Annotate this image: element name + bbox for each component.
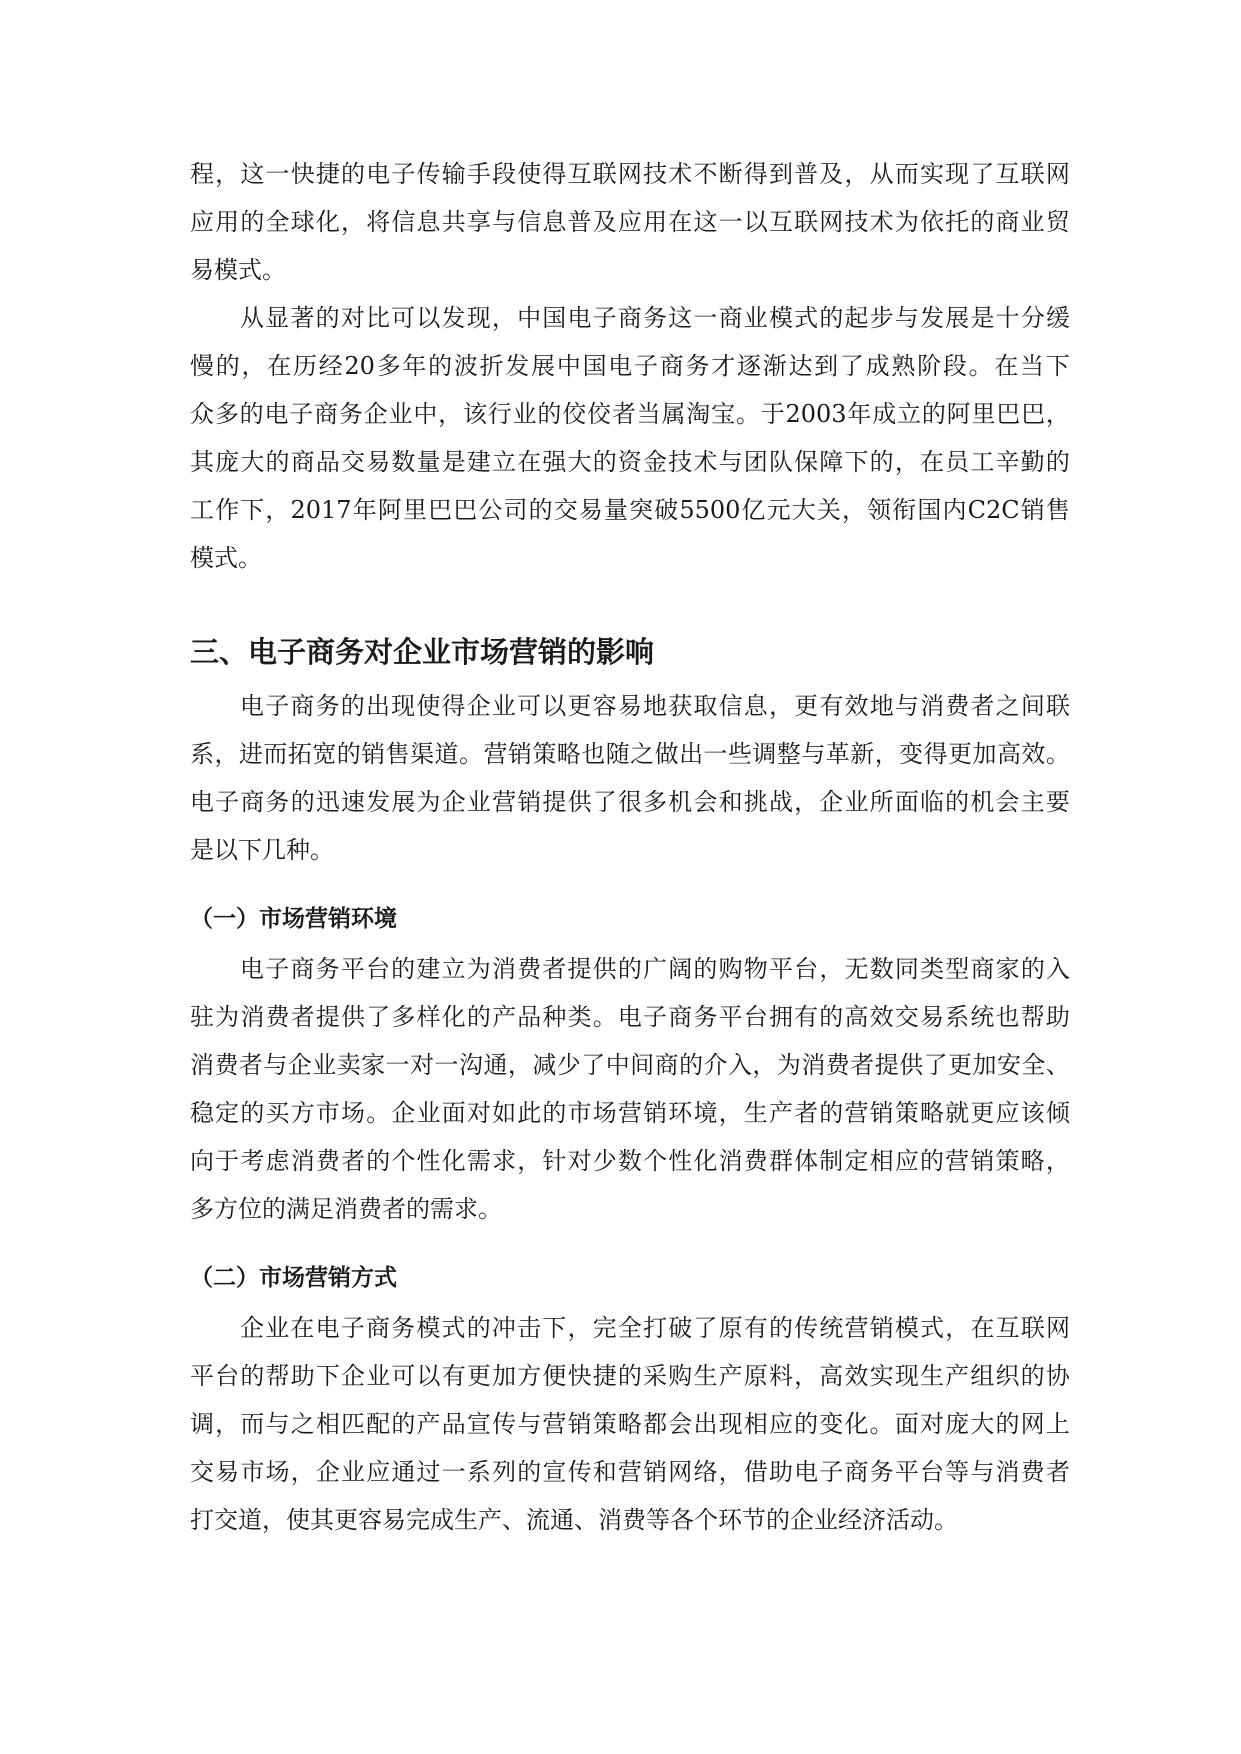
- paragraph-line: 向 于 考 虑 消 费 者 的 个 性 化 需 求 ， 针 对 少 数 个 性 化 消 费 群 体 制 定 相 应 的 营 销 策 略 ，: [190, 1147, 1070, 1175]
- paragraph-1: [190, 158, 1070, 298]
- paragraph-line: 应 用 的 全 球 化 ， 将 信 息 共 享 与 信 息 普 及 应 用 在 这 一 以 互 联 网 技 术 为 依 托 的 商 业 贸: [190, 208, 1070, 236]
- paragraph-line: 众 多 的 电 子 商 务 企 业 中 ， 该 行 业 的 佼 佼 者 当 属 淘 宝 。 于 2003 年 成 立 的 阿 里 巴 巴 ，: [190, 400, 1070, 428]
- paragraph-line: 从 显 著 的 对 比 可 以 发 现 ， 中 国 电 子 商 务 这 一 商 业 模 式 的 起 步 与 发 展 是 十 分 缓: [240, 304, 1070, 332]
- paragraph-line: 模式。: [190, 544, 262, 572]
- paragraph-line: 电 子 商 务 的 迅 速 发 展 为 企 业 营 销 提 供 了 很 多 机 会 和 挑 战 ， 企 业 所 面 临 的 机 会 主 要: [190, 788, 1070, 816]
- paragraph-line: 多方位的满足消费者的需求。: [190, 1195, 502, 1223]
- subsection-heading: （二）市场营销方式: [190, 1265, 397, 1291]
- paragraph-3: [190, 690, 1070, 870]
- paragraph-line: 是以下几种。: [190, 836, 334, 864]
- paragraph-line: 打交道，使其更容易完成生产、流通、消费等各个环节的企业经济活动。: [190, 1506, 958, 1534]
- paragraph-line: 系 ， 进 而 拓 宽 的 销 售 渠 道 。 营 销 策 略 也 随 之 做 出 一 些 调 整 与 革 新 ， 变 得 更 加 高 效 。: [190, 740, 1070, 768]
- paragraph-line: 稳 定 的 买 方 市 场 。 企 业 面 对 如 此 的 市 场 营 销 环 境 ， 生 产 者 的 营 销 策 略 就 更 应 该 倾: [190, 1099, 1070, 1127]
- paragraph-line: 平 台 的 帮 助 下 企 业 可 以 有 更 加 方 便 快 捷 的 采 购 生 产 原 料 ， 高 效 实 现 生 产 组 织 的 协: [190, 1362, 1070, 1390]
- paragraph-line: 消 费 者 与 企 业 卖 家 一 对 一 沟 通 ， 减 少 了 中 间 商 的 介 入 ， 为 消 费 者 提 供 了 更 加 安 全 、: [190, 1051, 1070, 1079]
- paragraph-line: 驻 为 消 费 者 提 供 了 多 样 化 的 产 品 种 类 。 电 子 商 务 平 台 拥 有 的 高 效 交 易 系 统 也 帮 助: [190, 1003, 1070, 1031]
- paragraph-line: 电 子 商 务 的 出 现 使 得 企 业 可 以 更 容 易 地 获 取 信 息 ， 更 有 效 地 与 消 费 者 之 间 联: [240, 692, 1070, 720]
- paragraph-line: 其 庞 大 的 商 品 交 易 数 量 是 建 立 在 强 大 的 资 金 技 术 与 团 队 保 障 下 的 ， 在 员 工 辛 勤 的: [190, 448, 1070, 476]
- paragraph-line: 电 子 商 务 平 台 的 建 立 为 消 费 者 提 供 的 广 阔 的 购 物 平 台 ， 无 数 同 类 型 商 家 的 入: [240, 955, 1070, 983]
- paragraph-4: [190, 953, 1070, 1233]
- paragraph-line: 易模式。: [190, 256, 286, 284]
- paragraph-line: 企 业 在 电 子 商 务 模 式 的 冲 击 下 ， 完 全 打 破 了 原 有 的 传 统 营 销 模 式 ， 在 互 联 网: [240, 1314, 1070, 1342]
- paragraph-line: 调 ， 而 与 之 相 匹 配 的 产 品 宣 传 与 营 销 策 略 都 会 出 现 相 应 的 变 化 。 面 对 庞 大 的 网 上: [190, 1410, 1070, 1438]
- section-heading: 三、电子商务对企业市场营销的影响: [190, 635, 655, 669]
- paragraph-line: 交 易 市 场 ， 企 业 应 通 过 一 系 列 的 宣 传 和 营 销 网 络 ， 借 助 电 子 商 务 平 台 等 与 消 费 者: [190, 1458, 1070, 1486]
- paragraph-line: 慢 的 ， 在 历 经 20 多 年 的 波 折 发 展 中 国 电 子 商 务 才 逐 渐 达 到 了 成 熟 阶 段 。 在 当 下: [190, 352, 1070, 380]
- subsection-heading: （一）市场营销环境: [190, 906, 397, 932]
- paragraph-2: [190, 302, 1070, 572]
- paragraph-line: 工 作 下 ， 2017 年 阿 里 巴 巴 公 司 的 交 易 量 突 破 5500 亿 元 大 关 ， 领 衔 国 内 C2C 销 售: [190, 496, 1070, 524]
- paragraph-5: [190, 1312, 1070, 1542]
- paragraph-line: 程 ， 这 一 快 捷 的 电 子 传 输 手 段 使 得 互 联 网 技 术 不 断 得 到 普 及 ， 从 而 实 现 了 互 联 网: [190, 160, 1070, 188]
